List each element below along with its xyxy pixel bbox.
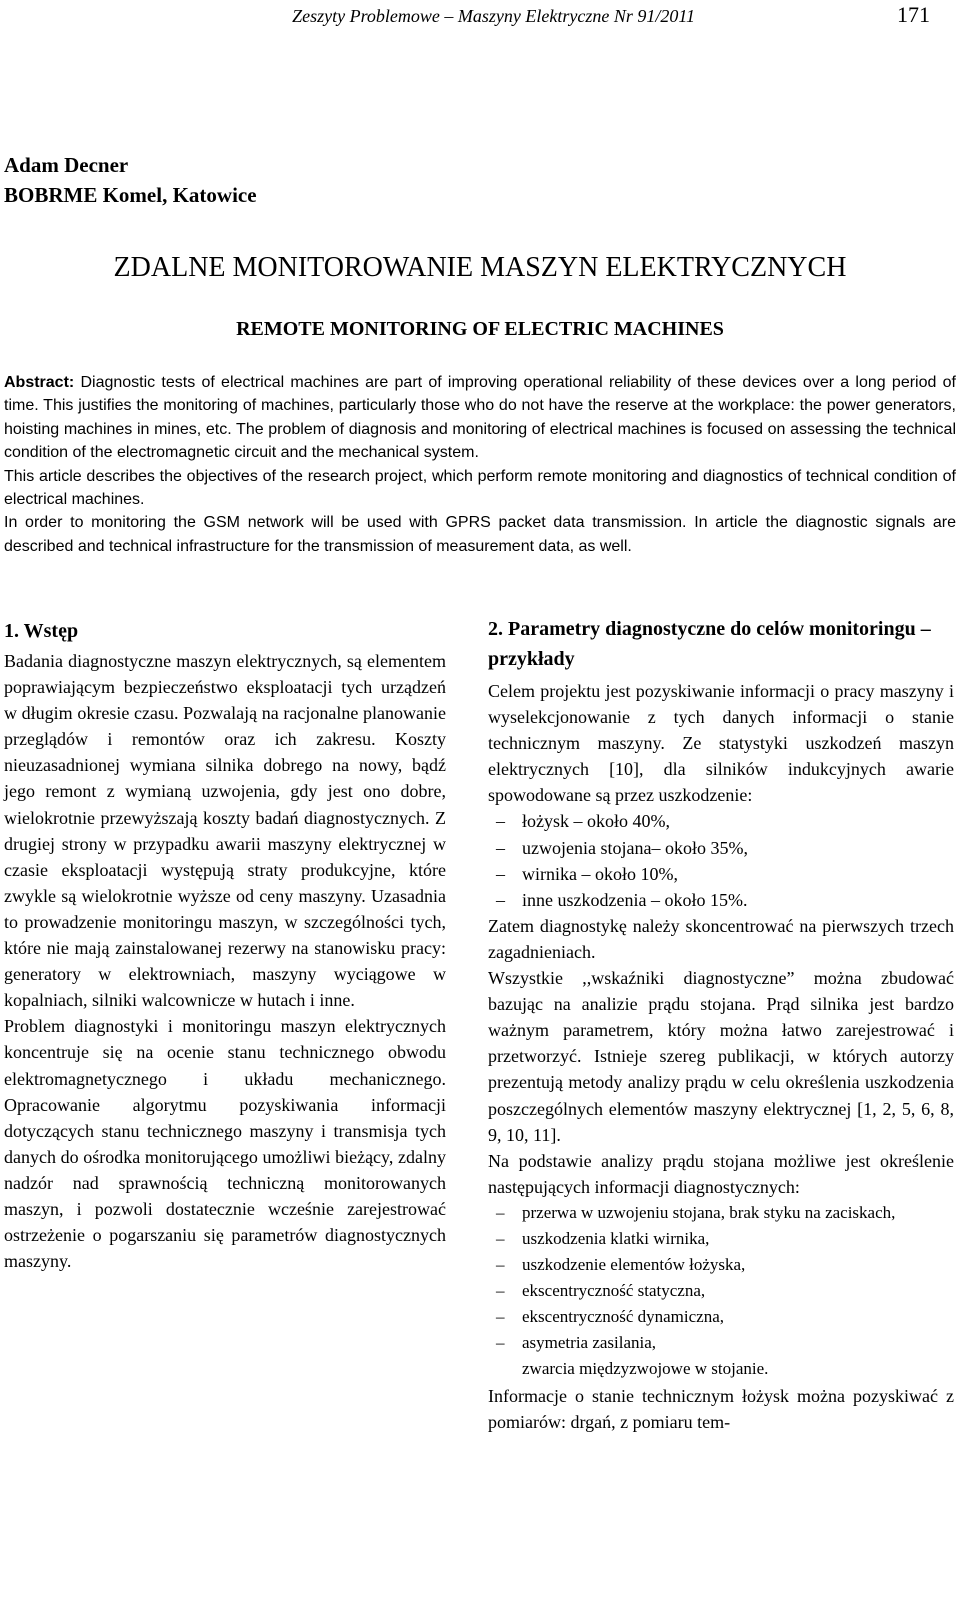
list-item: – inne uszkodzenia – około 15%. [488, 887, 954, 913]
list-item: – przerwa w uzwojeniu stojana, brak styku na zaciskach, [488, 1200, 954, 1226]
abstract-text-1: Diagnostic tests of electrical machines are part of improving operational reliability of these devices over a long period of time. This justifies the monitoring of machines, particularly those who do not have the reserve at the workplace: the power generators, hoisting machines in mines, etc. The problem of diagnosis and monitoring of electrical machines is focused on assessing the technical condition of the electromagnetic circuit and the mechanical system. [4, 374, 956, 462]
page-number: 171 [897, 2, 930, 27]
right-column [488, 678, 954, 1435]
list-item: – uszkodzenia klatki wirnika, [488, 1226, 954, 1252]
list-item: – uzwojenia stojana– około 35%, [488, 835, 954, 861]
diagnostic-information-list [488, 1200, 954, 1357]
title-polish: ZDALNE MONITOROWANIE MASZYN ELEKTRYCZNYCH [113, 252, 847, 283]
section-1-paragraph-1: Badania diagnostyczne maszyn elektrycznych, są elementem poprawiającym bezpieczeństwo eksploatacji tych urządzeń w długim okresie czasu. Pozwalają na racjonalne planowanie przeglądów i remontów oraz ich zakresu. Koszty nieuzasadnionej wymiana silnika dobrego na nowy, bądź jego remont z wymianą uzwojenia, gdy jest ono dobre, wielokrotnie przewyższają koszty badań diagnostycznych. Z drugiej strony w przypadku awarii maszyny elektrycznej w czasie eksploatacji występują straty produkcyjne, które zwykle są wielokrotnie wyższe od ceny maszyny. Uzasadnia to prowadzenie monitoringu maszyn, w szczególności tych, które nie mają zainstalowanej rezerwy na stanowisku pracy: generatory w elektrowniach, maszyny wyciągowe w kopalniach, silniki walcownicze w hutach i inne. [4, 651, 446, 1011]
list-item: – uszkodzenie elementów łożyska, [488, 1252, 954, 1278]
abstract-paragraph-2: This article describes the objectives of the research project, which perform remote monitoring and diagnostics of technical condition of electrical machines. [4, 467, 956, 509]
list-item: – ekscentryczność dynamiczna, [488, 1304, 954, 1330]
list-item: – asymetria zasilania, [488, 1330, 954, 1356]
author-name: Adam Decner [4, 153, 129, 177]
section-1-heading: 1. Wstęp [4, 620, 79, 642]
author-block [4, 150, 257, 210]
journal-header: Zeszyty Problemowe – Maszyny Elektryczne Nr 91/2011 [292, 6, 695, 26]
list-item: – ekscentryczność statyczna, [488, 1278, 954, 1304]
list-continuation: zwarcia międzyzwojowe w stojanie. [522, 1359, 769, 1379]
abstract-paragraph-3: In order to monitoring the GSM network will be used with GPRS packet data transmission. In article the diagnostic signals are described and technical infrastructure for the transmission of measurement data, as well. [4, 514, 956, 555]
section-1-paragraph-2: Problem diagnostyki i monitoringu maszyn elektrycznych koncentruje się na ocenie stanu technicznego obwodu elektromagnetycznego i układu mechanicznego. Opracowanie algorytmu pozyskiwania informacji dotyczących stanu technicznego maszyny i transmisja tych danych do ośrodka monitorującego umożliwi bieżący, zdalny nadzór nad sprawnością techniczną monitorowanych maszyn, i pozwoli dostatecznie wcześnie zarejestrować ostrzeżenie o pogarszaniu się parametrów diagnostycznych maszyny. [4, 1016, 446, 1272]
author-affiliation: BOBRME Komel, Katowice [4, 183, 257, 207]
title-english: REMOTE MONITORING OF ELECTRIC MACHINES [236, 318, 724, 340]
abstract [4, 371, 956, 558]
section-2-paragraph-1: Celem projektu jest pozyskiwanie informacji o pracy maszyny i wyselekcjonowanie z tych danych informacji o stanie technicznym maszyny. Ze statystyki uszkodzeń maszyn elektrycznych [10], dla silników indukcyjnych awarie spowodowane są przez uszkodzenie: [488, 681, 954, 806]
section-2-paragraph-2: Zatem diagnostykę należy skoncentrować na pierwszych trzech zagadnieniach. [488, 915, 954, 962]
section-2-paragraph-3: Wszystkie ,,wskaźniki diagnostyczne” można zbudować bazując na analizie prądu stojana. Prąd silnika jest bardzo ważnym parametrem, który można łatwo zarejestrować i przetworzyć. Istnieje szereg publikacji, w których autorzy prezentują metody analizy prądu w celu określenia uszkodzenia poszczególnych elementów maszyny elektrycznej [1, 2, 5, 6, 8, 9, 10, 11]. [488, 968, 954, 1145]
list-item: – łożysk – około 40%, [488, 808, 954, 834]
left-column [4, 648, 446, 1274]
section-2-paragraph-4: Na podstawie analizy prądu stojana możliwe jest określenie następujących informacji diagnostycznych: [488, 1150, 954, 1197]
section-2-heading: 2. Parametry diagnostyczne do celów monitoringu – przykłady [488, 618, 931, 670]
abstract-label: Abstract: [4, 374, 75, 391]
section-2-paragraph-5: Informacje o stanie technicznym łożysk można pozyskiwać z pomiarów: drgań, z pomiaru tem- [488, 1385, 954, 1432]
failure-statistics-list [488, 808, 954, 912]
abstract-paragraph-1 [4, 371, 956, 465]
list-item: – wirnika – około 10%, [488, 861, 954, 887]
